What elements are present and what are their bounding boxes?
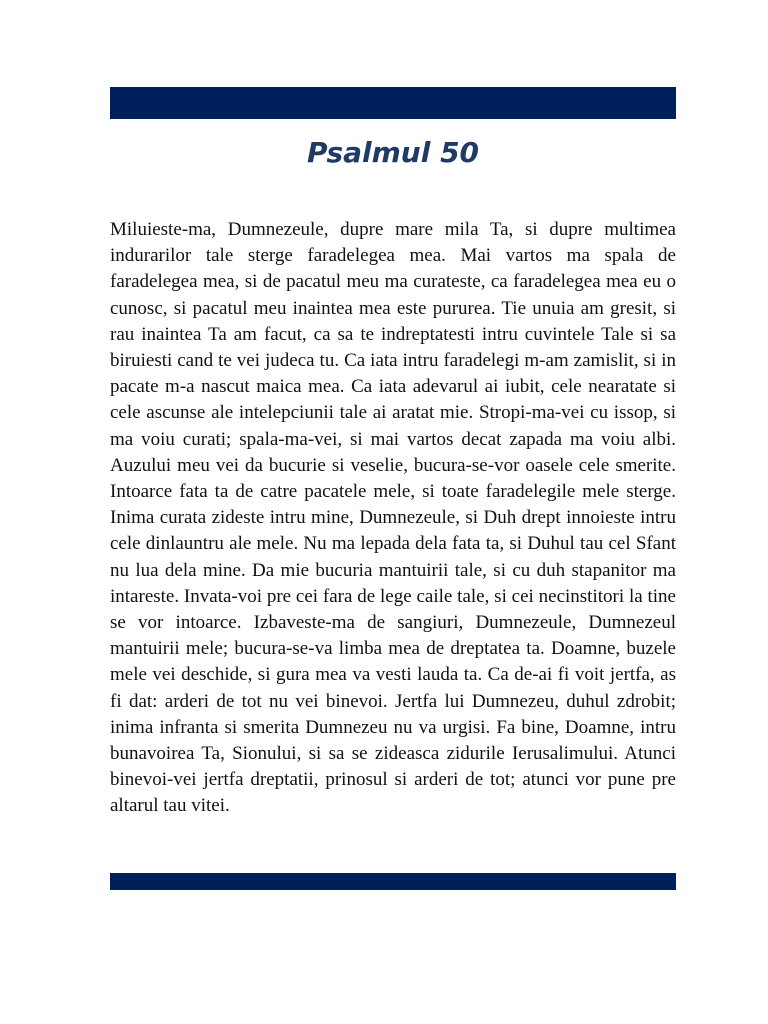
bottom-decorative-bar <box>110 873 676 890</box>
top-decorative-bar <box>110 87 676 119</box>
psalm-body-text: Miluieste-ma, Dumnezeule, dupre mare mila Ta, si dupre multimea indurarilor tale sterge faradelegea mea. Mai vartos ma spala de faradelegea mea, si de pacatul meu ma curateste, ca faradelegea mea eu o cunosc, si pacatul meu inaintea mea este pururea. Tie unuia am gresit, si rau inaintea Ta am facut, ca sa te indreptatesti intru cuvintele Tale si sa biruiesti cand te vei judeca tu. Ca iata intru faradelegi m-am zamislit, si in pacate m-a nascut maica mea. Ca iata adevarul ai iubit, cele nearatate si cele ascunse ale intelepciunii tale ai aratat mie. Stropi-ma-vei cu issop, si ma voiu curati; spala-ma-vei, si mai vartos decat zapada ma voiu albi. Auzului meu vei da bucurie si veselie, bucura-se-vor oasele cele smerite. Intoarce fata ta de catre pacatele mele, si toate faradelegile mele sterge. Inima curata zideste intru mine, Dumnezeule, si Duh drept innoieste intru cele dinlauntru ale mele. Nu ma lepada dela fata ta, si Duhul tau cel Sfant nu lua dela mine. Da mie bucuria mantuirii tale, si cu duh stapanitor ma intareste. Invata-voi pre cei fara de lege caile tale, si cei necinstitori la tine se vor intoarce. Izbaveste-ma de sangiuri, Dumnezeule, Dumnezeul mantuirii mele; bucura-se-va limba mea de dreptatea ta. Doamne, buzele mele vei deschide, si gura mea va vesti lauda ta. Ca de-ai fi voit jertfa, as fi dat: arderi de tot nu vei binevoi. Jertfa lui Dumnezeu, duhul zdrobit; inima infranta si smerita Dumnezeu nu va urgisi. Fa bine, Doamne, intru bunavoirea Ta, Sionului, si sa se zideasca zidurile Ierusalimului. Atunci binevoi-vei jertfa dreptatii, prinosul si arderi de tot; atunci vor pune pre altarul tau vitei. <box>110 219 676 817</box>
page-title: Psalmul 50 <box>306 136 480 169</box>
